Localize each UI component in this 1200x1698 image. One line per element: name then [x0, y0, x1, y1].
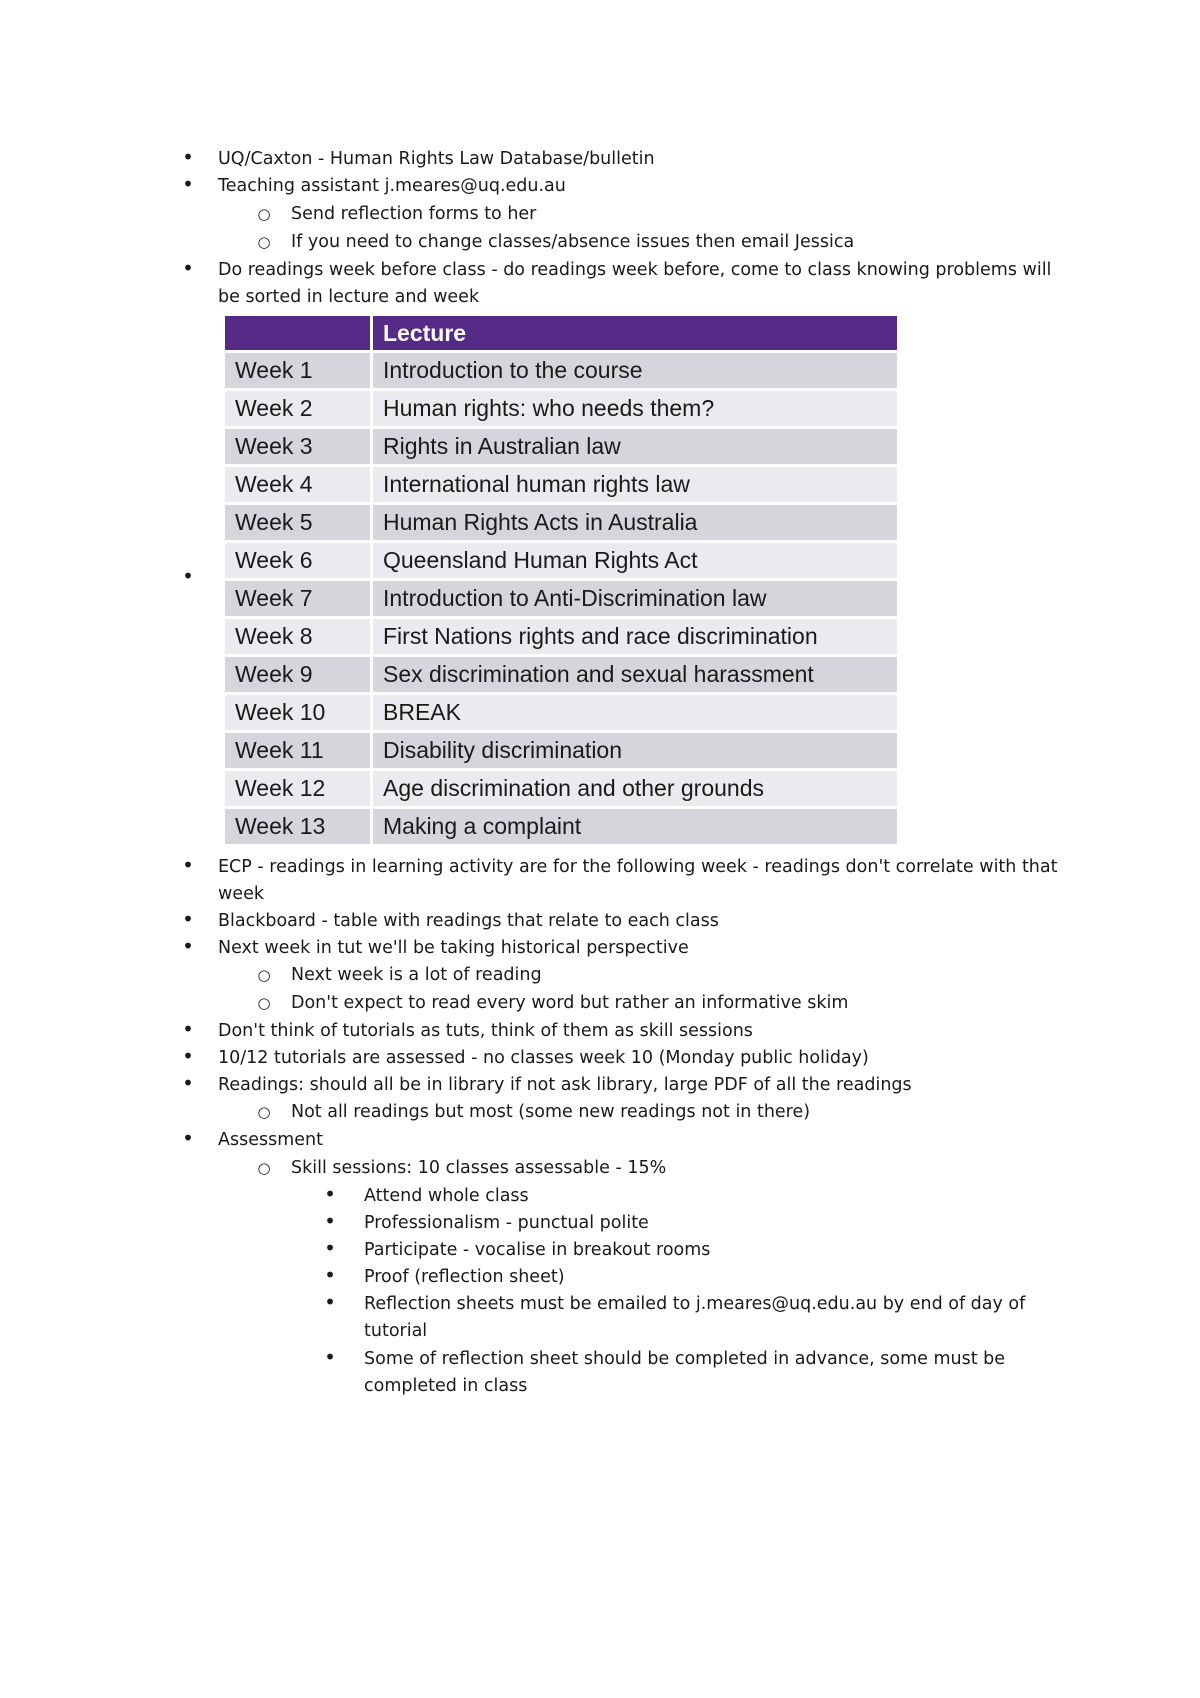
bullet-icon: • [324, 1345, 336, 1369]
week-cell: Week 12 [225, 771, 373, 809]
table-row [225, 505, 897, 543]
list-item-text: Reflection sheets must be emailed to j.meares@uq.edu.au by end of day of tutorial [364, 1294, 1026, 1341]
list-item-text: Proof (reflection sheet) [364, 1267, 565, 1287]
table-row [225, 429, 897, 467]
list-item-text: Professionalism - punctual polite [364, 1213, 649, 1233]
circle-bullet-icon: ○ [257, 233, 271, 251]
circle-bullet-icon: ○ [257, 966, 271, 984]
lecture-cell: Making a complaint [373, 809, 897, 847]
week-cell: Week 6 [225, 543, 373, 581]
circle-bullet-icon: ○ [257, 1103, 271, 1121]
lecture-cell: Human rights: who needs them? [373, 391, 897, 429]
bullet-icon: • [182, 145, 194, 169]
bullet-icon: • [182, 172, 194, 196]
circle-bullet-icon: ○ [257, 205, 271, 223]
table-row [225, 353, 897, 391]
table-header-cell: Lecture [373, 316, 897, 353]
bullet-icon: • [182, 853, 194, 877]
week-cell: Week 2 [225, 391, 373, 429]
list-item-text: If you need to change classes/absence issues then email Jessica [291, 232, 855, 252]
list-item-text: Participate - vocalise in breakout rooms [364, 1240, 711, 1260]
lecture-cell: BREAK [373, 695, 897, 733]
week-cell: Week 9 [225, 657, 373, 695]
week-cell: Week 13 [225, 809, 373, 847]
table-row [225, 581, 897, 619]
table-row [225, 467, 897, 505]
bullet-icon: • [182, 564, 194, 588]
week-cell: Week 8 [225, 619, 373, 657]
list-item-text: Don't expect to read every word but rather an informative skim [291, 993, 849, 1013]
lecture-cell: Disability discrimination [373, 733, 897, 771]
lecture-cell: Rights in Australian law [373, 429, 897, 467]
lecture-cell: International human rights law [373, 467, 897, 505]
list-item-text: Don't think of tutorials as tuts, think of them as skill sessions [218, 1021, 753, 1041]
bullet-icon: • [182, 1126, 194, 1150]
bullet-icon: • [182, 1044, 194, 1068]
week-cell: Week 10 [225, 695, 373, 733]
table-row [225, 619, 897, 657]
circle-bullet-icon: ○ [257, 1159, 271, 1177]
list-item-text: Teaching assistant j.meares@uq.edu.au [218, 176, 566, 196]
list-item-text: UQ/Caxton - Human Rights Law Database/bulletin [218, 149, 655, 169]
lecture-cell: Introduction to the course [373, 353, 897, 391]
week-cell: Week 5 [225, 505, 373, 543]
list-item-text: Attend whole class [364, 1186, 529, 1206]
list-item-text: Not all readings but most (some new readings not in there) [291, 1102, 811, 1122]
lecture-cell: Sex discrimination and sexual harassment [373, 657, 897, 695]
bullet-icon: • [324, 1182, 336, 1206]
list-item-text: Readings: should all be in library if not ask library, large PDF of all the readings [218, 1075, 912, 1095]
list-item-text: Some of reflection sheet should be completed in advance, some must be completed in class [364, 1349, 1006, 1396]
list-item-text: Do readings week before class - do readings week before, come to class knowing problems will be sorted in lecture and week [218, 260, 1052, 307]
bullet-icon: • [324, 1209, 336, 1233]
table-row [225, 543, 897, 581]
bullet-icon: • [324, 1263, 336, 1287]
week-cell: Week 11 [225, 733, 373, 771]
circle-bullet-icon: ○ [257, 994, 271, 1012]
table-row [225, 771, 897, 809]
lecture-cell: Queensland Human Rights Act [373, 543, 897, 581]
list-item-text: 10/12 tutorials are assessed - no classes week 10 (Monday public holiday) [218, 1048, 869, 1068]
bullet-icon: • [182, 256, 194, 280]
table-row [225, 695, 897, 733]
list-item-text: Next week in tut we'll be taking historical perspective [218, 938, 689, 958]
table-header-cell [225, 316, 373, 353]
lecture-cell: Introduction to Anti-Discrimination law [373, 581, 897, 619]
week-cell: Week 7 [225, 581, 373, 619]
week-cell: Week 4 [225, 467, 373, 505]
bullet-icon: • [182, 1071, 194, 1095]
lecture-cell: First Nations rights and race discrimination [373, 619, 897, 657]
week-cell: Week 1 [225, 353, 373, 391]
table-row [225, 733, 897, 771]
week-cell: Week 3 [225, 429, 373, 467]
list-item-text: Send reflection forms to her [291, 204, 537, 224]
bullet-icon: • [182, 1017, 194, 1041]
bullet-icon: • [182, 907, 194, 931]
table-row [225, 657, 897, 695]
list-item-text: Blackboard - table with readings that relate to each class [218, 911, 719, 931]
lecture-cell: Age discrimination and other grounds [373, 771, 897, 809]
table-row [225, 391, 897, 429]
list-item-text: ECP - readings in learning activity are for the following week - readings don't correlate with that week [218, 857, 1058, 904]
bullet-icon: • [324, 1236, 336, 1260]
lecture-cell: Human Rights Acts in Australia [373, 505, 897, 543]
table-row [225, 809, 897, 847]
lecture-schedule-table [225, 316, 897, 847]
bullet-icon: • [182, 934, 194, 958]
list-item-text: Assessment [218, 1130, 323, 1150]
table-header-row [225, 316, 897, 353]
bullet-icon: • [324, 1290, 336, 1314]
list-item-text: Next week is a lot of reading [291, 965, 542, 985]
list-item-text: Skill sessions: 10 classes assessable - 15% [291, 1158, 667, 1178]
